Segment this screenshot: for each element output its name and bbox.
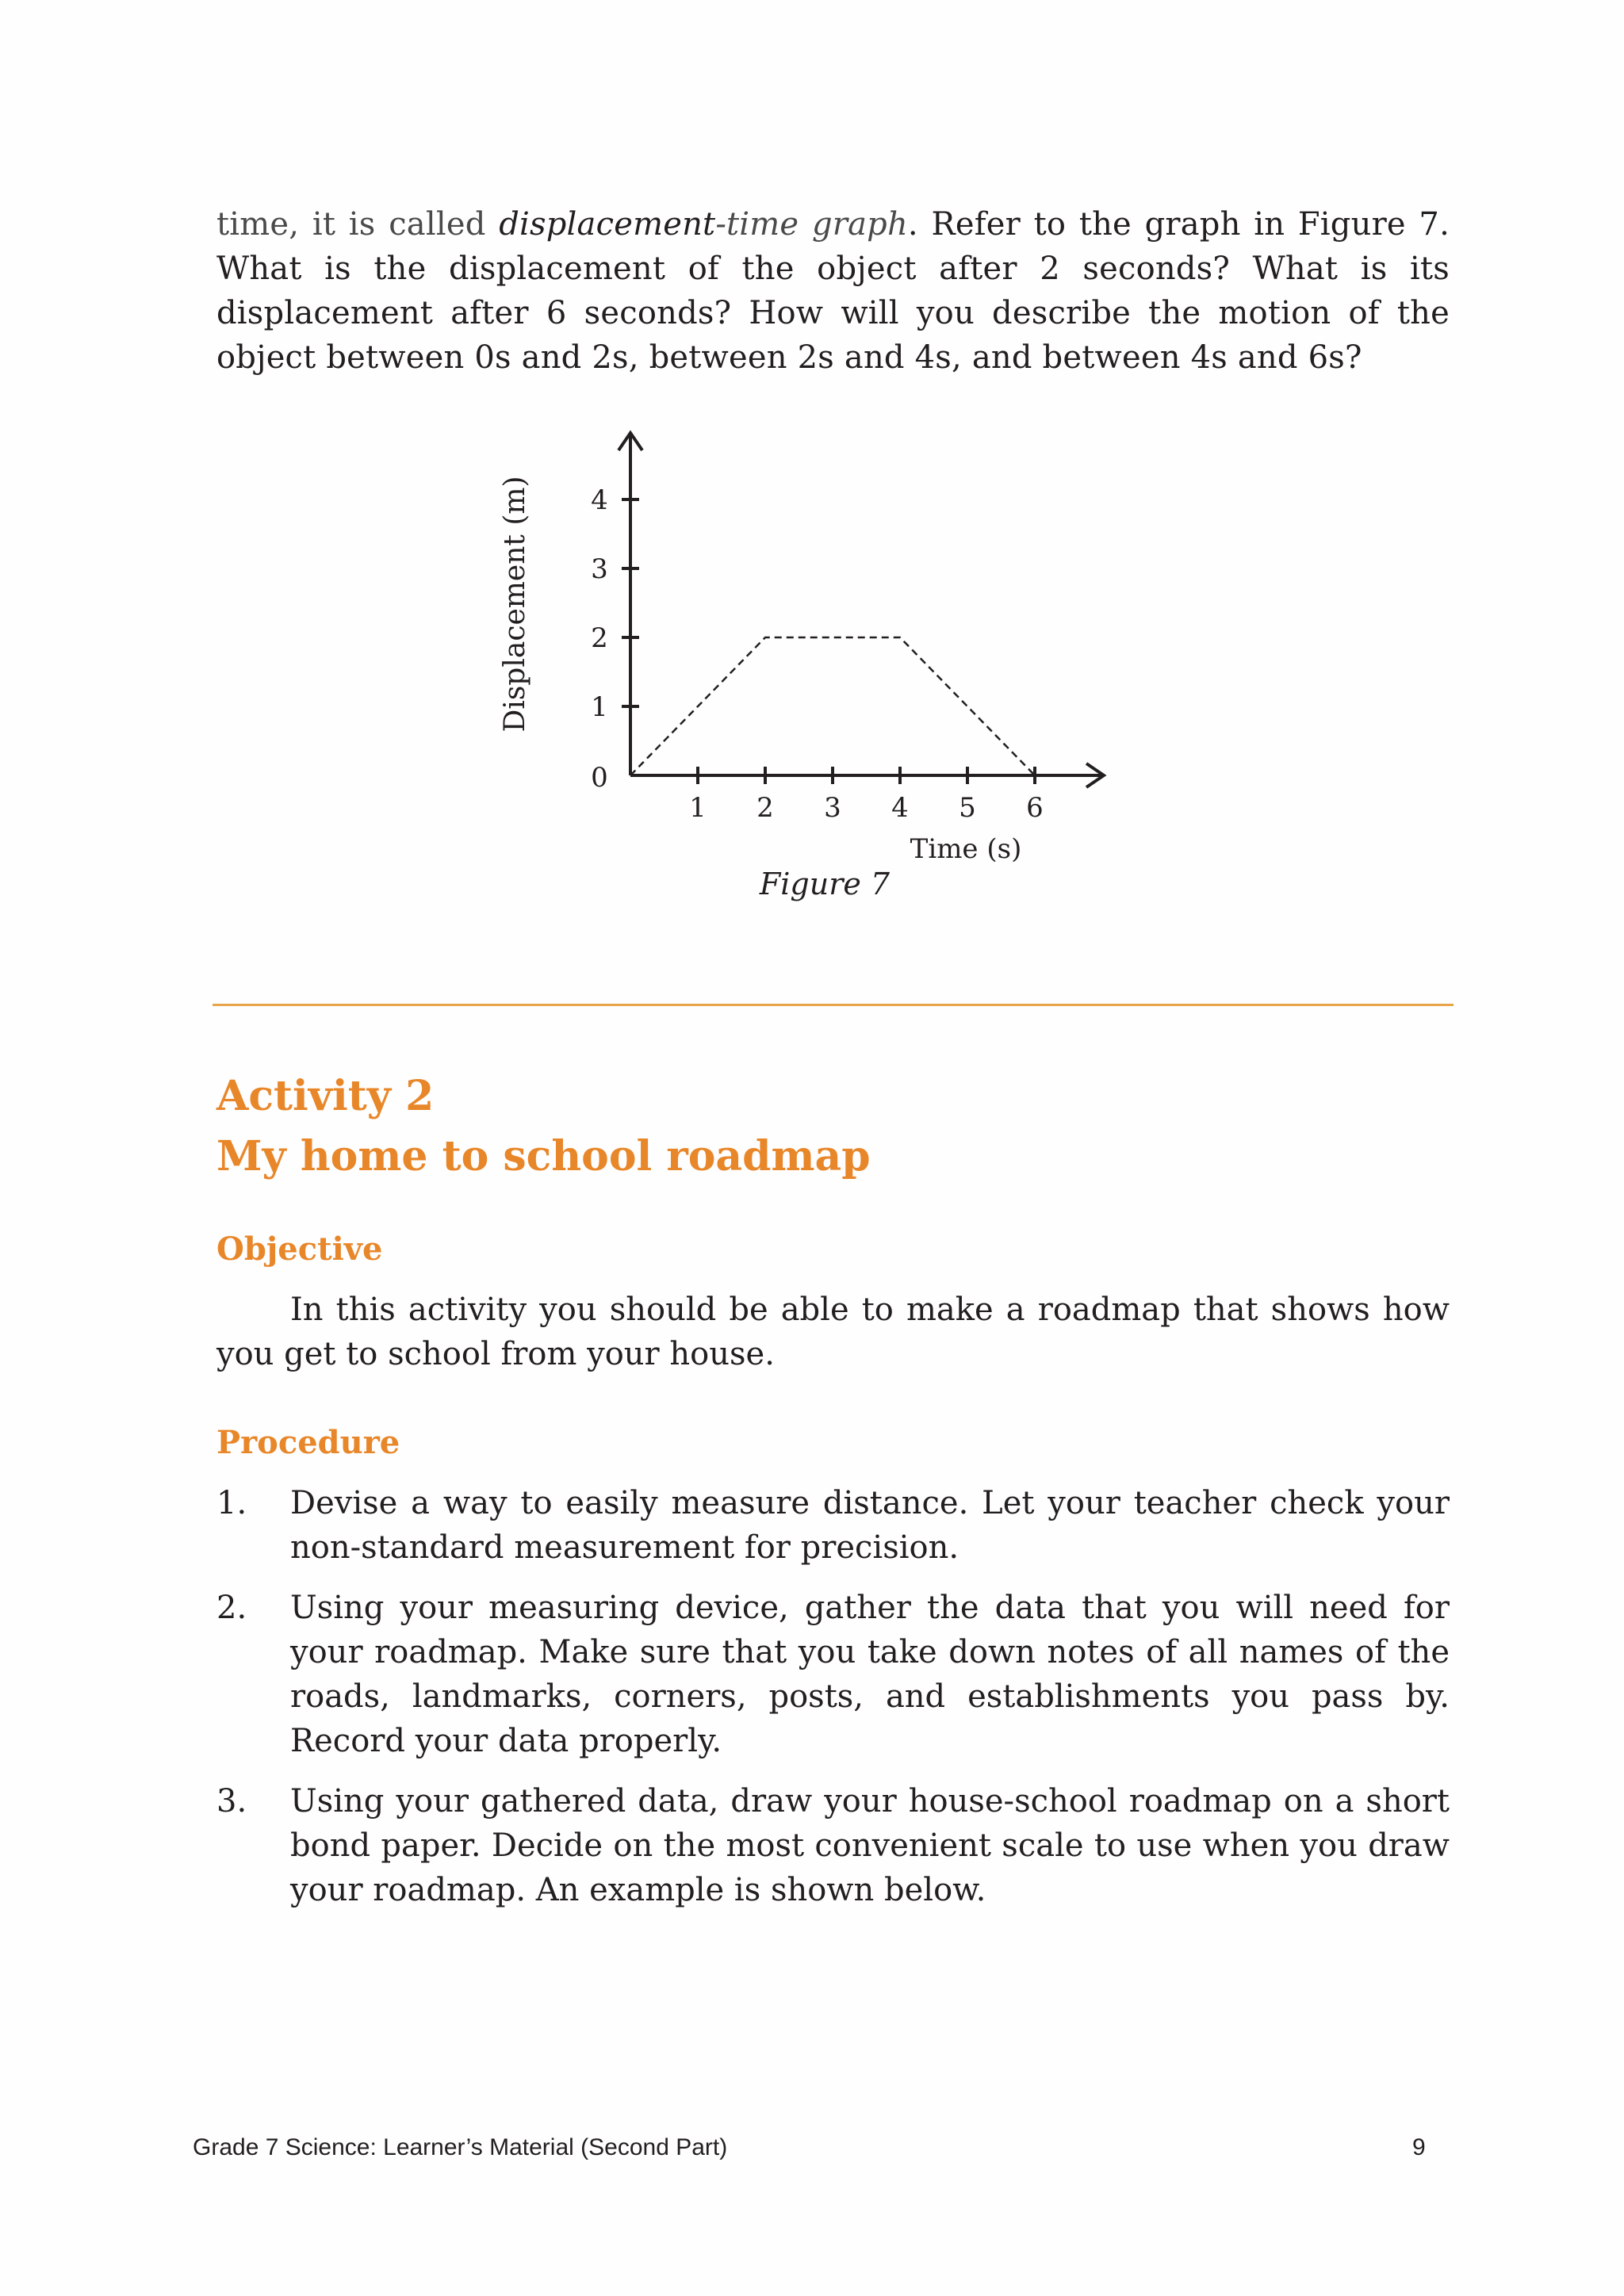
x-tick-label: 6 (1026, 792, 1044, 824)
activity-heading (216, 1066, 871, 1187)
x-tick-label: 2 (756, 792, 774, 824)
step-text: Using your gathered data, draw your house-school roadmap on a short bond paper. Decide on the most convenient scale to use when you draw your roadmap. An example is shown below. (290, 1783, 1450, 1908)
intro-term-time-graph: -time graph (715, 206, 908, 243)
step-number: 1. (216, 1485, 247, 1521)
activity-number: Activity 2 (216, 1072, 435, 1120)
y-tick-label: 4 (591, 484, 608, 516)
objective-heading: Objective (216, 1230, 383, 1268)
intro-rest: . Refer to the graph in Figure 7. What is the displacement of the object after 2 seconds? What is its displacement after 6 seconds? How will you describe the motion of the object between 0s and 2s, between 2s and 4s, and between 4s and 6s? (216, 206, 1450, 376)
series-line (630, 637, 1035, 775)
displacement-time-chart (476, 412, 1158, 920)
intro-term-displacement: displacement (499, 206, 716, 243)
intro-paragraph (216, 202, 1450, 380)
intro-lead: time, it is called (216, 206, 486, 243)
figure-caption: Figure 7 (759, 867, 891, 901)
x-axis-label: Time (s) (910, 833, 1022, 865)
x-tick-label: 4 (891, 792, 909, 824)
procedure-steps (216, 1481, 1450, 1928)
page-number: 9 (1412, 2134, 1426, 2160)
x-tick-label: 1 (689, 792, 707, 824)
footer-title: Grade 7 Science: Learner’s Material (Second Part) (193, 2134, 728, 2160)
step-number: 3. (216, 1783, 247, 1820)
procedure-heading: Procedure (216, 1424, 400, 1461)
procedure-step (216, 1481, 1450, 1570)
step-text: Devise a way to easily measure distance. Let your teacher check your non-standard measurement for precision. (290, 1485, 1450, 1566)
origin-label: 0 (591, 762, 608, 794)
x-tick-label: 5 (959, 792, 976, 824)
y-tick-label: 2 (591, 622, 608, 654)
procedure-step (216, 1586, 1450, 1763)
y-tick-label: 1 (591, 691, 608, 723)
figure-7 (476, 412, 1158, 920)
step-text: Using your measuring device, gather the data that you will need for your roadmap. Make sure that you take down notes of all names of the roads, landmarks, corners, posts, and establishments you pass by. Record your data properly. (290, 1590, 1450, 1759)
y-axis-label: Displacement (m) (499, 476, 531, 733)
step-number: 2. (216, 1590, 247, 1626)
activity-title: My home to school roadmap (216, 1132, 871, 1181)
y-tick-label: 3 (591, 553, 608, 585)
objective-text: In this activity you should be able to make a roadmap that shows how you get to school from your house. (216, 1292, 1450, 1372)
section-divider (213, 1004, 1454, 1006)
procedure-step (216, 1779, 1450, 1912)
x-tick-label: 3 (824, 792, 841, 824)
